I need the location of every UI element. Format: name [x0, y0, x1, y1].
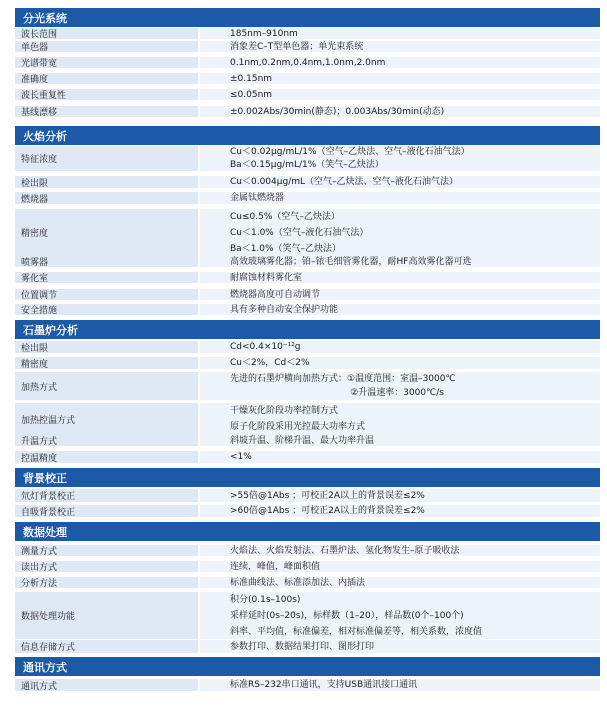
- spec-label: 检出限: [15, 341, 198, 354]
- spec-label: 分析方法: [15, 577, 198, 589]
- spec-value: [198, 545, 600, 557]
- spec-label: 基线漂移: [15, 106, 198, 118]
- spec-value-line: 斜率、平均值，标准偏差，相对标准偏差等，相关系数，浓度值: [230, 626, 483, 637]
- spec-value-line: 标准曲线法、标准添加法、内插法: [230, 577, 366, 588]
- spec-row: [15, 341, 600, 354]
- spec-value: [198, 341, 600, 354]
- spec-row: [15, 505, 600, 518]
- spec-row: [15, 545, 600, 557]
- spec-value-line: ≤0.05nm: [230, 89, 273, 100]
- spec-row: [15, 451, 600, 464]
- spec-value: [198, 505, 600, 518]
- spec-value-line: 先进的石墨炉横向加热方式：①温度范围：室温–3000℃: [230, 374, 456, 384]
- spec-value-line: 标准RS–232串口通讯，支持USB通讯接口通讯: [230, 679, 418, 690]
- spec-value: [198, 209, 600, 257]
- spec-label: 氘灯背景校正: [15, 489, 198, 503]
- section-header: 背景校正: [15, 468, 600, 487]
- spec-row: [15, 489, 600, 503]
- spec-value: [198, 577, 600, 589]
- spec-value: [198, 289, 600, 301]
- spec-value-line: ±0.15nm: [230, 73, 273, 84]
- spec-value: [198, 561, 600, 573]
- section-header: 火焰分析: [15, 126, 600, 145]
- spec-row: [15, 435, 600, 447]
- spec-label: 测量方式: [15, 545, 198, 557]
- spec-label: 精密度: [15, 209, 198, 257]
- spec-label: 控温精度: [15, 451, 198, 464]
- spec-label: 加热控温方式: [15, 403, 198, 436]
- spec-value: [198, 640, 600, 654]
- spec-value: [198, 28, 600, 40]
- spec-row: [15, 41, 600, 53]
- spec-row: [15, 640, 600, 654]
- spec-value-line: 参数打印、数据结果打印、图形打印: [230, 641, 375, 652]
- spec-value-line: 干燥灰化阶段功率控制方式: [230, 406, 339, 416]
- spec-value-line: Cu＜0.004μg/mL（空气–乙炔法、空气–液化石油气法）: [230, 176, 459, 187]
- spec-label: 光谱带宽: [15, 57, 198, 69]
- spec-row: [15, 256, 600, 268]
- spec-label: 精密度: [15, 357, 198, 370]
- spec-row: [15, 106, 600, 118]
- section-header: 数据处理: [15, 522, 600, 541]
- spec-row: [15, 209, 600, 257]
- spec-label: 单色器: [15, 41, 198, 53]
- spec-value: [198, 304, 600, 316]
- spec-value-line: Ba＜1.0%（笑气–乙炔法）: [230, 243, 342, 254]
- spec-value-line: <1%: [230, 451, 252, 462]
- spec-value: [198, 89, 600, 101]
- spec-row: [15, 372, 600, 401]
- spec-row: [15, 592, 600, 640]
- spec-label: 位置调节: [15, 289, 198, 301]
- spec-label: 数据处理功能: [15, 592, 198, 640]
- spec-value: [198, 256, 600, 268]
- spec-value-line: ②升温速率：3000℃/s: [230, 388, 444, 398]
- spec-label: 信息存储方式: [15, 640, 198, 654]
- spec-label: 加热方式: [15, 372, 198, 401]
- spec-value-line: 金属钛燃烧器: [230, 192, 285, 203]
- spec-row: [15, 304, 600, 316]
- spec-value: [198, 357, 600, 370]
- spec-label: 通讯方式: [15, 679, 198, 692]
- spec-value: [198, 489, 600, 503]
- spec-row: [15, 679, 600, 692]
- spec-value-line: Ba＜0.15μg/mL/1%（笑气–乙炔法）: [230, 159, 384, 170]
- spec-value-line: 积分(0.1s–100s): [230, 594, 301, 605]
- spec-value-line: Cu＜0.02μg/mL/1%（空气–乙炔法、空气–液化石油气法）: [230, 146, 470, 157]
- spec-value: [198, 57, 600, 69]
- spec-label: 波长重复性: [15, 89, 198, 101]
- spec-label: 检出限: [15, 176, 198, 189]
- spec-row: [15, 577, 600, 589]
- spec-value-line: ±0.002Abs/30min(静态)；0.003Abs/30min(动态): [230, 106, 445, 117]
- spec-label: 燃烧器: [15, 192, 198, 205]
- spec-value-line: 火焰法、火焰发射法、石墨炉法、氢化物发生–原子吸收法: [230, 545, 460, 556]
- spec-row: [15, 272, 600, 284]
- spec-value: [198, 146, 600, 172]
- spec-value: [198, 73, 600, 85]
- spec-row: [15, 89, 600, 101]
- spec-value-line: 原子化阶段采用光控最大功率方式: [230, 422, 366, 432]
- spec-value-line: 耐腐蚀材料雾化室: [230, 272, 303, 283]
- spec-value-line: 消象差C–T型单色器；单光束系统: [230, 41, 364, 52]
- spec-value-line: Cu≤0.5%（空气–乙炔法）: [230, 211, 340, 222]
- spec-label: 升温方式: [15, 435, 198, 447]
- spec-value: [198, 435, 600, 447]
- spec-row: [15, 28, 600, 40]
- spec-value: [198, 192, 600, 205]
- spec-value-line: 燃烧器高度可自动调节: [230, 289, 321, 300]
- spec-value: [198, 451, 600, 464]
- spec-row: [15, 192, 600, 205]
- spec-value: [198, 403, 600, 436]
- spec-value-line: 采样延时(0s–20s)，标样数（1–20），样品数(0个–100个): [230, 610, 464, 621]
- section-header: 通讯方式: [15, 657, 600, 676]
- spec-row: [15, 561, 600, 573]
- spec-row: [15, 289, 600, 301]
- spec-value-line: Cu＜2%，Cd＜2%: [230, 357, 310, 368]
- spec-value: [198, 106, 600, 118]
- spec-label: 喷雾器: [15, 256, 198, 268]
- spec-label: 波长范围: [15, 28, 198, 40]
- spec-label: 特征浓度: [15, 146, 198, 172]
- spec-value-line: 高效玻璃雾化器；铂–铱毛细管雾化器，耐HF高效雾化器可选: [230, 256, 472, 267]
- section-header: 分光系统: [15, 8, 600, 27]
- spec-row: [15, 176, 600, 189]
- spec-value-line: Cu＜1.0%（空气–液化石油气法）: [230, 227, 369, 238]
- spec-value: [198, 41, 600, 53]
- spec-label: 安全措施: [15, 304, 198, 316]
- spec-label: 准确度: [15, 73, 198, 85]
- spec-label: 读出方式: [15, 561, 198, 573]
- spec-value: [198, 592, 600, 640]
- spec-row: [15, 73, 600, 85]
- spec-value-line: 连续，峰值，峰面积值: [230, 561, 321, 572]
- spec-value-line: 斜坡升温、阶梯升温、最大功率升温: [230, 435, 375, 446]
- spec-value: [198, 679, 600, 692]
- spec-value-line: 具有多种自动安全保护功能: [230, 304, 339, 315]
- spec-row: [15, 57, 600, 69]
- spec-label: 自吸背景校正: [15, 505, 198, 518]
- spec-value: [198, 372, 600, 401]
- section-header: 石墨炉分析: [15, 320, 600, 339]
- spec-row: [15, 403, 600, 436]
- spec-value-line: >55倍@1Abs ；可校正2A以上的背景误差≤2%: [230, 490, 425, 501]
- spec-value-line: Cd<0.4×10⁻¹²g: [230, 341, 301, 352]
- spec-value: [198, 272, 600, 284]
- spec-label: 雾化室: [15, 272, 198, 284]
- spec-value-line: 0.1nm,0.2nm,0.4nm,1.0nm,2.0nm: [230, 57, 386, 68]
- spec-value: [198, 176, 600, 189]
- spec-value-line: >60倍@1Abs ；可校正2A以上的背景误差≤2%: [230, 505, 425, 516]
- spec-row: [15, 146, 600, 172]
- spec-row: [15, 357, 600, 370]
- spec-value-line: 185nm–910nm: [230, 28, 298, 39]
